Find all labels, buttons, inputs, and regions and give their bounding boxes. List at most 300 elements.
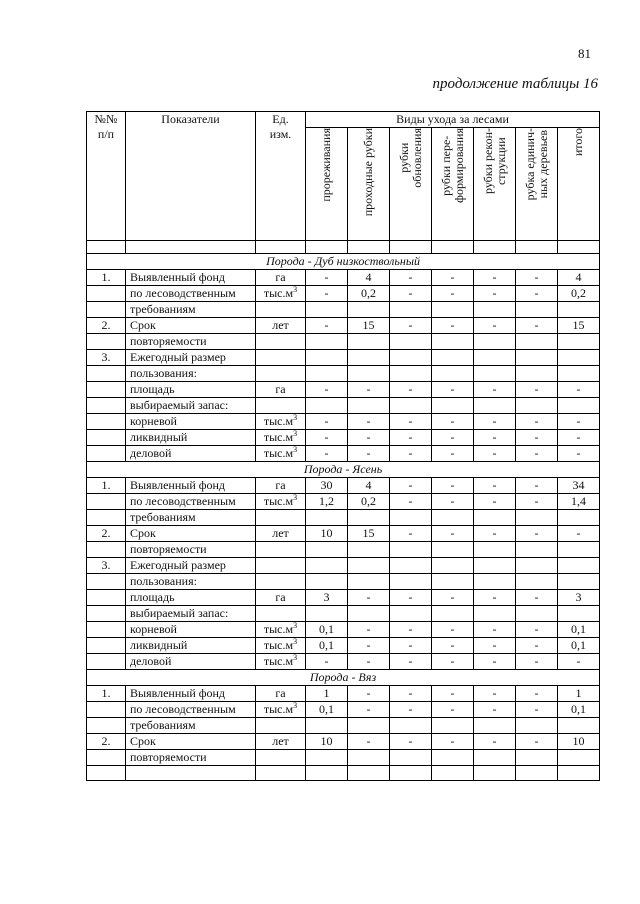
- section-title: Порода - Дуб низкоствольный: [87, 254, 600, 270]
- value-cell: -: [516, 430, 558, 446]
- table-row: [87, 718, 600, 734]
- unit-cell: [256, 494, 306, 510]
- value-cell: -: [432, 382, 474, 398]
- value-cell: -: [348, 622, 390, 638]
- unit-exponent: 3: [293, 653, 298, 662]
- unit-label: тыс.м: [263, 654, 294, 668]
- value-cell: [306, 398, 348, 414]
- value-cell: -: [516, 686, 558, 702]
- value-cell: -: [432, 270, 474, 286]
- value-cell: -: [432, 526, 474, 542]
- value-cell: 0,1: [306, 638, 348, 654]
- unit-cell: [256, 590, 306, 606]
- row-number: [87, 494, 126, 510]
- unit-cell: [256, 398, 306, 414]
- unit-cell: [256, 574, 306, 590]
- value-cell: 1,4: [558, 494, 600, 510]
- row-number: [87, 718, 126, 734]
- row-number: [87, 702, 126, 718]
- unit-label: тыс.м: [263, 446, 294, 460]
- value-cell: -: [348, 734, 390, 750]
- value-cell: -: [432, 654, 474, 670]
- value-cell: -: [516, 622, 558, 638]
- value-cell: [432, 510, 474, 526]
- value-cell: [432, 302, 474, 318]
- value-cell: [348, 334, 390, 350]
- row-number: [87, 366, 126, 382]
- indicator-cell: площадь: [126, 382, 256, 398]
- row-number: 1.: [87, 478, 126, 494]
- header-type-label: проходные рубки: [361, 128, 375, 217]
- table-row: [87, 590, 600, 606]
- value-cell: 34: [558, 478, 600, 494]
- value-cell: 4: [558, 270, 600, 286]
- value-cell: -: [306, 654, 348, 670]
- value-cell: -: [432, 414, 474, 430]
- value-cell: [348, 398, 390, 414]
- value-cell: -: [348, 446, 390, 462]
- row-number: [87, 622, 126, 638]
- value-cell: [306, 558, 348, 574]
- value-cell: [390, 542, 432, 558]
- header-unit: Ед. изм.: [256, 112, 306, 241]
- value-cell: -: [432, 494, 474, 510]
- row-number: 1.: [87, 686, 126, 702]
- unit-exponent: 3: [293, 445, 298, 454]
- indicator-cell: по лесоводственным: [126, 702, 256, 718]
- indicator-cell: ликвидный: [126, 430, 256, 446]
- value-cell: [516, 366, 558, 382]
- table-row: [87, 270, 600, 286]
- value-cell: -: [558, 526, 600, 542]
- value-cell: 0,2: [348, 286, 390, 302]
- table-row: [87, 430, 600, 446]
- row-number: [87, 446, 126, 462]
- value-cell: [516, 334, 558, 350]
- row-number: [87, 766, 126, 781]
- value-cell: 0,1: [558, 622, 600, 638]
- value-cell: -: [474, 734, 516, 750]
- value-cell: [474, 718, 516, 734]
- value-cell: 0,1: [306, 622, 348, 638]
- value-cell: -: [432, 638, 474, 654]
- unit-label: тыс.м: [263, 702, 294, 716]
- unit-cell: [256, 622, 306, 638]
- value-cell: -: [306, 446, 348, 462]
- indicator-cell: пользования:: [126, 366, 256, 382]
- value-cell: 10: [558, 734, 600, 750]
- indicator-cell: пользования:: [126, 574, 256, 590]
- value-cell: -: [432, 430, 474, 446]
- value-cell: -: [432, 286, 474, 302]
- row-number: [87, 750, 126, 766]
- value-cell: -: [390, 382, 432, 398]
- value-cell: 1: [558, 686, 600, 702]
- unit-exponent: 3: [293, 413, 298, 422]
- value-cell: -: [390, 702, 432, 718]
- unit-cell: [256, 718, 306, 734]
- row-number: [87, 414, 126, 430]
- value-cell: -: [390, 734, 432, 750]
- value-cell: [474, 350, 516, 366]
- row-number: 2.: [87, 526, 126, 542]
- value-cell: 0,1: [558, 638, 600, 654]
- indicator-cell: повторяемости: [126, 334, 256, 350]
- value-cell: [306, 574, 348, 590]
- value-cell: -: [390, 286, 432, 302]
- value-cell: [516, 398, 558, 414]
- value-cell: [474, 542, 516, 558]
- row-number: [87, 334, 126, 350]
- unit-cell: [256, 702, 306, 718]
- value-cell: -: [432, 446, 474, 462]
- table-row: [87, 318, 600, 334]
- header-indicator: Показатели: [126, 112, 256, 241]
- indicator-cell: деловой: [126, 654, 256, 670]
- unit-label: га: [275, 382, 286, 396]
- value-cell: [516, 718, 558, 734]
- value-cell: -: [516, 590, 558, 606]
- value-cell: [558, 718, 600, 734]
- value-cell: -: [516, 318, 558, 334]
- value-cell: [390, 718, 432, 734]
- value-cell: [558, 750, 600, 766]
- unit-label: га: [275, 686, 286, 700]
- value-cell: [558, 606, 600, 622]
- value-cell: -: [474, 478, 516, 494]
- row-number: 2.: [87, 318, 126, 334]
- value-cell: [390, 302, 432, 318]
- value-cell: [474, 510, 516, 526]
- header-type-label: рубки рекон- струкции: [480, 128, 508, 195]
- value-cell: [390, 766, 432, 781]
- row-number: 3.: [87, 350, 126, 366]
- row-number: [87, 654, 126, 670]
- unit-label: га: [275, 590, 286, 604]
- value-cell: -: [348, 654, 390, 670]
- unit-cell: [256, 414, 306, 430]
- value-cell: [348, 766, 390, 781]
- unit-label: лет: [272, 318, 289, 332]
- indicator-cell: Ежегодный размер: [126, 558, 256, 574]
- value-cell: -: [306, 286, 348, 302]
- header-spacer-row: [87, 241, 600, 254]
- value-cell: -: [516, 638, 558, 654]
- table-row: [87, 686, 600, 702]
- table-body: [87, 254, 600, 781]
- value-cell: [306, 766, 348, 781]
- value-cell: [432, 574, 474, 590]
- table-row: [87, 606, 600, 622]
- value-cell: [516, 766, 558, 781]
- row-number: [87, 590, 126, 606]
- value-cell: -: [390, 638, 432, 654]
- value-cell: 0,2: [558, 286, 600, 302]
- unit-cell: [256, 686, 306, 702]
- value-cell: -: [474, 654, 516, 670]
- unit-cell: [256, 318, 306, 334]
- value-cell: [474, 302, 516, 318]
- value-cell: [348, 574, 390, 590]
- row-number: [87, 286, 126, 302]
- value-cell: 3: [558, 590, 600, 606]
- table-row: [87, 526, 600, 542]
- indicator-cell: Выявленный фонд: [126, 478, 256, 494]
- unit-cell: [256, 654, 306, 670]
- value-cell: [558, 398, 600, 414]
- value-cell: -: [390, 318, 432, 334]
- value-cell: [516, 510, 558, 526]
- value-cell: -: [390, 686, 432, 702]
- value-cell: -: [432, 702, 474, 718]
- value-cell: [390, 334, 432, 350]
- value-cell: [348, 558, 390, 574]
- value-cell: [306, 750, 348, 766]
- table-row: [87, 654, 600, 670]
- value-cell: [390, 350, 432, 366]
- value-cell: [474, 606, 516, 622]
- header-type-1: [306, 128, 348, 241]
- value-cell: -: [474, 430, 516, 446]
- header-type-4: [432, 128, 474, 241]
- header-num: №№ п/п: [87, 112, 126, 241]
- value-cell: [306, 718, 348, 734]
- value-cell: [432, 334, 474, 350]
- table-caption: продолжение таблицы 16: [432, 76, 598, 92]
- value-cell: -: [306, 430, 348, 446]
- indicator-cell: Выявленный фонд: [126, 686, 256, 702]
- value-cell: [390, 606, 432, 622]
- value-cell: -: [558, 446, 600, 462]
- value-cell: -: [390, 526, 432, 542]
- value-cell: [516, 750, 558, 766]
- value-cell: [516, 558, 558, 574]
- value-cell: -: [474, 702, 516, 718]
- unit-label: тыс.м: [263, 414, 294, 428]
- unit-label: га: [275, 478, 286, 492]
- value-cell: 0,2: [348, 494, 390, 510]
- value-cell: [390, 558, 432, 574]
- value-cell: -: [390, 446, 432, 462]
- header-type-5: [474, 128, 516, 241]
- value-cell: 0,1: [558, 702, 600, 718]
- value-cell: [474, 750, 516, 766]
- unit-exponent: 3: [293, 701, 298, 710]
- table-row: [87, 398, 600, 414]
- value-cell: -: [474, 318, 516, 334]
- value-cell: [306, 542, 348, 558]
- unit-cell: [256, 606, 306, 622]
- value-cell: -: [558, 654, 600, 670]
- value-cell: -: [306, 382, 348, 398]
- value-cell: [348, 718, 390, 734]
- value-cell: -: [474, 494, 516, 510]
- value-cell: [516, 302, 558, 318]
- value-cell: -: [390, 270, 432, 286]
- value-cell: [432, 606, 474, 622]
- section-title: Порода - Ясень: [87, 462, 600, 478]
- value-cell: -: [516, 478, 558, 494]
- unit-label: тыс.м: [263, 286, 294, 300]
- indicator-cell: выбираемый запас:: [126, 606, 256, 622]
- value-cell: 15: [558, 318, 600, 334]
- value-cell: -: [558, 430, 600, 446]
- value-cell: -: [474, 526, 516, 542]
- indicator-cell: по лесоводственным: [126, 494, 256, 510]
- value-cell: [348, 750, 390, 766]
- row-number: 1.: [87, 270, 126, 286]
- value-cell: -: [348, 382, 390, 398]
- row-number: [87, 302, 126, 318]
- unit-cell: [256, 270, 306, 286]
- header-care-types: Виды ухода за лесами: [306, 112, 600, 128]
- unit-exponent: 3: [293, 429, 298, 438]
- table-row: [87, 494, 600, 510]
- value-cell: [348, 606, 390, 622]
- indicator-cell: Ежегодный размер: [126, 350, 256, 366]
- table-row: [87, 750, 600, 766]
- header-type-label: прореживания: [319, 128, 333, 202]
- header-type-7: [558, 128, 600, 241]
- value-cell: -: [558, 382, 600, 398]
- row-number: [87, 510, 126, 526]
- table-row: [87, 542, 600, 558]
- value-cell: [558, 558, 600, 574]
- table-row: [87, 350, 600, 366]
- value-cell: -: [348, 686, 390, 702]
- unit-cell: [256, 446, 306, 462]
- value-cell: [390, 750, 432, 766]
- table-row: [87, 622, 600, 638]
- unit-label: тыс.м: [263, 494, 294, 508]
- unit-exponent: 3: [293, 637, 298, 646]
- value-cell: -: [516, 414, 558, 430]
- table-row: [87, 286, 600, 302]
- value-cell: [558, 574, 600, 590]
- value-cell: -: [348, 590, 390, 606]
- value-cell: -: [474, 686, 516, 702]
- value-cell: 10: [306, 526, 348, 542]
- row-number: [87, 382, 126, 398]
- value-cell: 4: [348, 478, 390, 494]
- value-cell: -: [432, 478, 474, 494]
- header-type-label: рубка единич- ных деревьев: [522, 128, 550, 201]
- table-row: [87, 734, 600, 750]
- indicator-cell: Срок: [126, 318, 256, 334]
- value-cell: -: [432, 686, 474, 702]
- value-cell: [432, 718, 474, 734]
- table-row: [87, 766, 600, 781]
- value-cell: -: [390, 430, 432, 446]
- unit-cell: [256, 382, 306, 398]
- unit-cell: [256, 350, 306, 366]
- indicator-cell: площадь: [126, 590, 256, 606]
- header-type-3: [390, 128, 432, 241]
- unit-label: тыс.м: [263, 622, 294, 636]
- value-cell: [432, 750, 474, 766]
- value-cell: 15: [348, 318, 390, 334]
- header-type-label: рубки пере- формирования: [438, 128, 466, 203]
- table-header: [87, 112, 600, 254]
- value-cell: [432, 366, 474, 382]
- value-cell: -: [516, 286, 558, 302]
- value-cell: -: [516, 270, 558, 286]
- row-number: [87, 638, 126, 654]
- value-cell: [306, 334, 348, 350]
- row-number: [87, 542, 126, 558]
- unit-exponent: 3: [293, 493, 298, 502]
- value-cell: -: [558, 414, 600, 430]
- value-cell: -: [516, 446, 558, 462]
- unit-cell: [256, 478, 306, 494]
- unit-cell: [256, 430, 306, 446]
- indicator-cell: по лесоводственным: [126, 286, 256, 302]
- value-cell: [306, 510, 348, 526]
- indicator-cell: повторяемости: [126, 542, 256, 558]
- indicator-cell: корневой: [126, 622, 256, 638]
- unit-label: лет: [272, 526, 289, 540]
- row-number: [87, 574, 126, 590]
- value-cell: -: [516, 734, 558, 750]
- value-cell: [474, 398, 516, 414]
- value-cell: 15: [348, 526, 390, 542]
- value-cell: -: [348, 702, 390, 718]
- unit-cell: [256, 526, 306, 542]
- unit-cell: [256, 750, 306, 766]
- table-row: [87, 334, 600, 350]
- indicator-cell: [126, 766, 256, 781]
- value-cell: [432, 542, 474, 558]
- value-cell: [306, 302, 348, 318]
- indicator-cell: корневой: [126, 414, 256, 430]
- header-type-2: [348, 128, 390, 241]
- row-number: [87, 430, 126, 446]
- value-cell: 3: [306, 590, 348, 606]
- value-cell: -: [432, 590, 474, 606]
- value-cell: -: [348, 430, 390, 446]
- unit-label: тыс.м: [263, 430, 294, 444]
- value-cell: -: [390, 414, 432, 430]
- row-number: 3.: [87, 558, 126, 574]
- value-cell: -: [432, 734, 474, 750]
- value-cell: -: [474, 622, 516, 638]
- row-number: [87, 606, 126, 622]
- value-cell: -: [306, 414, 348, 430]
- table-row: [87, 702, 600, 718]
- table-row: [87, 558, 600, 574]
- value-cell: [474, 334, 516, 350]
- value-cell: [558, 334, 600, 350]
- unit-cell: [256, 302, 306, 318]
- value-cell: -: [348, 414, 390, 430]
- value-cell: -: [348, 638, 390, 654]
- value-cell: -: [516, 526, 558, 542]
- unit-label: га: [275, 270, 286, 284]
- value-cell: 0,1: [306, 702, 348, 718]
- unit-cell: [256, 286, 306, 302]
- table-row: [87, 382, 600, 398]
- value-cell: [516, 350, 558, 366]
- value-cell: [390, 398, 432, 414]
- value-cell: [348, 366, 390, 382]
- table-row: [87, 366, 600, 382]
- value-cell: [474, 558, 516, 574]
- indicator-cell: повторяемости: [126, 750, 256, 766]
- value-cell: -: [516, 654, 558, 670]
- unit-cell: [256, 542, 306, 558]
- value-cell: [516, 574, 558, 590]
- value-cell: [516, 542, 558, 558]
